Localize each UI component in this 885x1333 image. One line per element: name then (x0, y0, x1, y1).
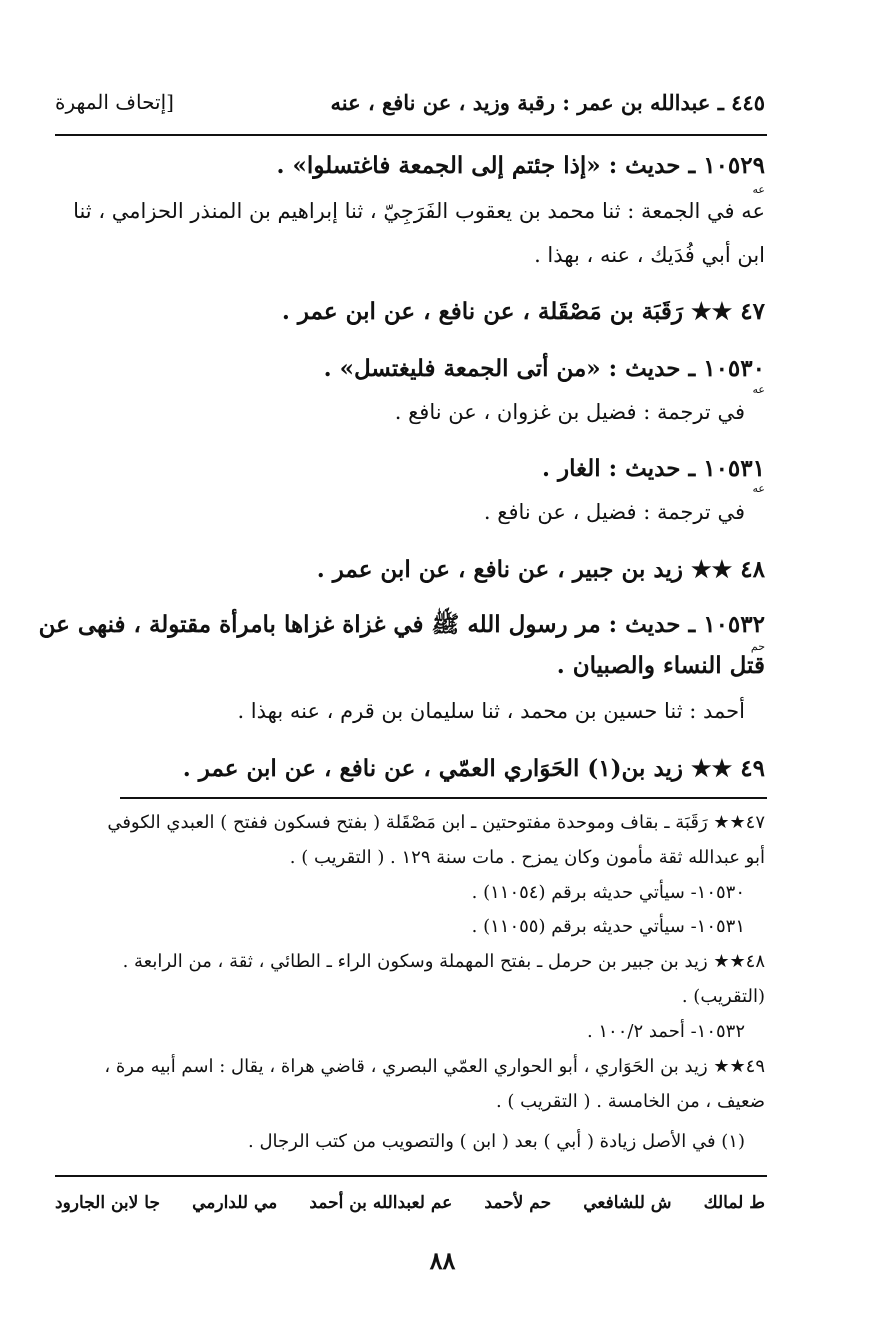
footnote-48-line2: (التقريب) . (681, 986, 765, 1007)
page-number: ٨٨ (429, 1246, 456, 1275)
footnote-10530: ١٠٥٣٠- سيأتي حديثه برقم (١١٠٥٤) . (471, 882, 745, 903)
book-title: [إتحاف المهرة (55, 90, 174, 114)
key-rule (55, 1175, 767, 1177)
hadith-title-10532: ١٠٥٣٢ ـ حديث : مر رسول الله ﷺ في غزاة غزاها بامرأة مقتولة ، فنهى عن (38, 611, 765, 638)
key-abdullah: عم لعبدالله بن أحمد (309, 1193, 453, 1213)
footnote-47-line2: أبو عبدالله ثقة مأمون وكان يمزح . مات سنة ١٢٩ . ( التقريب ) . (289, 847, 765, 868)
footnote-47-line1: ٤٧★★ رَقَبَة ـ بقاف وموحدة مفتوحتين ـ ابن مَصْقَلة ( بفتح فسكون ففتح ) العبدي الكوفي (107, 812, 765, 833)
footnote-10532: ١٠٥٣٢- أحمد ١٠٠/٢ . (586, 1021, 745, 1042)
siglum-10532: حم (750, 640, 765, 653)
narrator-heading-48: ٤٨ ★★ زيد بن جبير ، عن نافع ، عن ابن عمر . (316, 556, 765, 583)
running-header (55, 86, 765, 120)
hadith-text-10531: في ترجمة : فضيل ، عن نافع . (483, 500, 745, 524)
siglum-10531: عه (752, 482, 765, 495)
hadith-title-10532-cont: قتل النساء والصبيان . (556, 652, 765, 679)
abbreviation-key (55, 1193, 765, 1213)
hadith-title-10531: ١٠٥٣١ ـ حديث : الغار . (542, 455, 765, 482)
hadith-text-10529-line2: ابن أبي فُدَيك ، عنه ، بهذا . (534, 243, 765, 267)
footnote-49-line1: ٤٩★★ زيد بن الحَوَاري ، أبو الحواري العمّي البصري ، قاضي هراة ، يقال : اسم أبيه مرة ، (104, 1056, 765, 1077)
siglum-10530: عه (752, 383, 765, 396)
footnote-49-line2: ضعيف ، من الخامسة . ( التقريب ) . (495, 1091, 765, 1112)
hadith-text-10530: في ترجمة : فضيل بن غزوان ، عن نافع . (394, 400, 745, 424)
hadith-title-10529: ١٠٥٢٩ ـ حديث : «إذا جئتم إلى الجمعة فاغتسلوا» . (276, 152, 765, 179)
footnote-1: (١) في الأصل زيادة ( أبي ) بعد ( ابن ) والتصويب من كتب الرجال . (248, 1131, 745, 1152)
key-darimi: مي للدارمي (192, 1193, 278, 1213)
key-malik: ط لمالك (703, 1193, 765, 1213)
footnote-rule (120, 797, 767, 799)
narrator-heading-47: ٤٧ ★★ رَقَبَة بن مَصْقَلة ، عن نافع ، عن ابن عمر . (281, 298, 765, 325)
header-rule (55, 134, 767, 136)
hadith-text-10532: أحمد : ثنا حسين بن محمد ، ثنا سليمان بن قرم ، عنه بهذا . (237, 699, 745, 723)
key-ahmad: حم لأحمد (484, 1193, 552, 1213)
key-shafii: ش للشافعي (583, 1193, 672, 1213)
hadith-title-10530: ١٠٥٣٠ ـ حديث : «من أتى الجمعة فليغتسل» . (323, 355, 765, 382)
narrator-heading-49: ٤٩ ★★ زيد بن(١) الحَوَاري العمّي ، عن نافع ، عن ابن عمر . (182, 755, 765, 782)
footnote-48-line1: ٤٨★★ زيد بن جبير بن حرمل ـ بفتح المهملة وسكون الراء ـ الطائي ، ثقة ، من الرابعة . (122, 951, 765, 972)
key-ibn-jarud: جا لابن الجارود (55, 1193, 160, 1213)
siglum-10529: عه (752, 183, 765, 196)
running-title: ٤٤٥ ـ عبدالله بن عمر : رقبة وزيد ، عن نافع ، عنه (330, 90, 765, 115)
hadith-text-10529-line1: عه في الجمعة : ثنا محمد بن يعقوب الفَرَجِيّ ، ثنا إبراهيم بن المنذر الحزامي ، ثنا (73, 199, 765, 223)
footnote-10531: ١٠٥٣١- سيأتي حديثه برقم (١١٠٥٥) . (471, 916, 745, 937)
